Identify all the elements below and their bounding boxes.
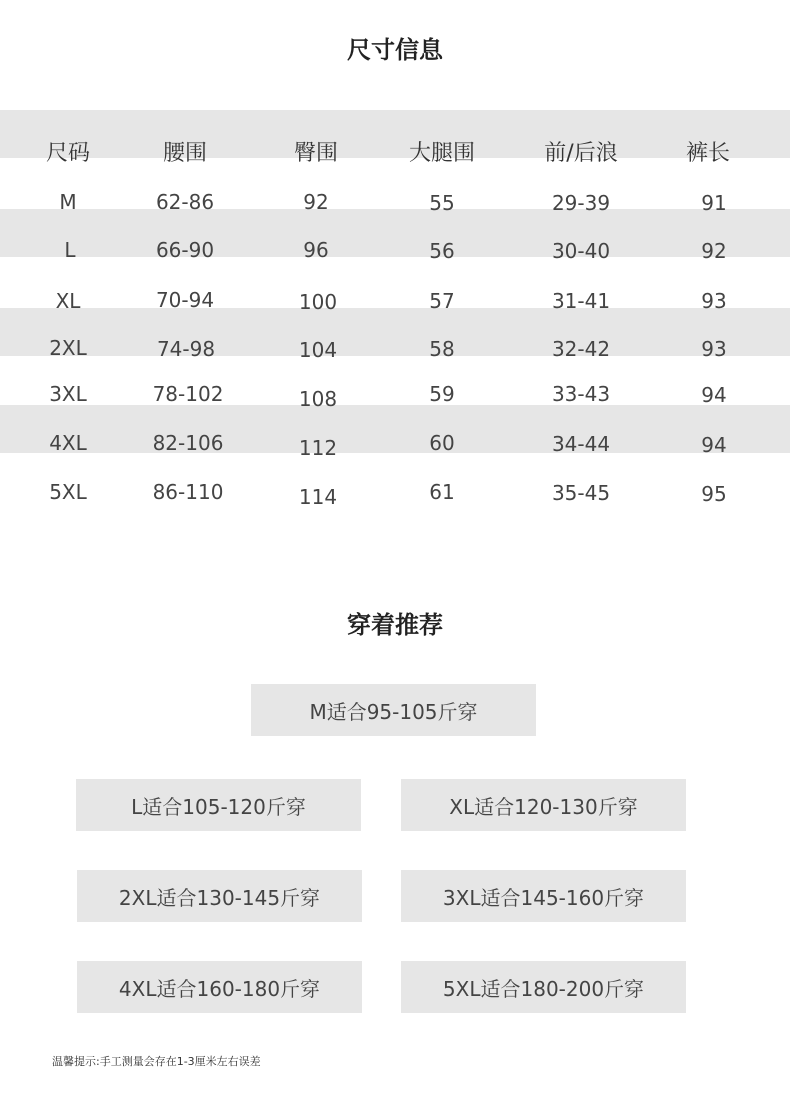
table-cell: 95: [701, 482, 727, 506]
table-cell: M: [59, 190, 77, 214]
measurement-note: 温馨提示:手工测量会存在1-3厘米左右误差: [52, 1055, 261, 1068]
table-cell: 86-110: [152, 480, 224, 504]
table-cell: 92: [303, 190, 329, 214]
table-cell: 66-90: [155, 238, 215, 262]
table-cell: 3XL: [49, 382, 87, 406]
table-cell: 94: [701, 383, 727, 407]
table-cell: 29-39: [551, 191, 611, 215]
table-cell: 56: [429, 239, 455, 263]
table-cell: 100: [298, 290, 338, 314]
table-cell: 96: [303, 238, 329, 262]
table-cell: 32-42: [551, 337, 611, 361]
table-cell: 59: [429, 382, 455, 406]
wear-recommendation-title: 穿着推荐: [347, 611, 443, 639]
table-header-size: 尺码: [45, 141, 90, 166]
table-cell: 55: [429, 191, 455, 215]
recommendation-item: L适合105-120斤穿: [76, 779, 361, 831]
table-cell: 74-98: [156, 337, 216, 361]
table-cell: 33-43: [551, 382, 611, 406]
recommendation-item: 4XL适合160-180斤穿: [77, 961, 362, 1013]
table-cell: 57: [429, 289, 455, 313]
table-cell: 78-102: [152, 382, 224, 406]
table-header-hip: 臀围: [293, 141, 338, 166]
table-cell: 62-86: [155, 190, 215, 214]
table-cell: 2XL: [49, 336, 87, 360]
table-cell: 5XL: [49, 480, 87, 504]
table-cell: 82-106: [152, 431, 224, 455]
table-cell: 112: [298, 436, 338, 460]
table-cell: 91: [701, 191, 727, 215]
table-cell: 70-94: [155, 288, 215, 312]
table-cell: 104: [298, 338, 338, 362]
table-header-thigh: 大腿围: [408, 141, 475, 166]
table-cell: 93: [701, 337, 727, 361]
table-cell: 58: [429, 337, 455, 361]
table-cell: 94: [701, 433, 727, 457]
table-cell: 31-41: [551, 289, 611, 313]
table-header-waist: 腰围: [162, 141, 207, 166]
table-cell: 35-45: [551, 481, 611, 505]
recommendation-item: XL适合120-130斤穿: [401, 779, 686, 831]
table-cell: 114: [298, 485, 338, 509]
table-cell: 92: [701, 239, 727, 263]
table-cell: L: [64, 238, 76, 262]
recommendation-item: 3XL适合145-160斤穿: [401, 870, 686, 922]
recommendation-item: 5XL适合180-200斤穿: [401, 961, 686, 1013]
recommendation-item: 2XL适合130-145斤穿: [77, 870, 362, 922]
table-header-length: 裤长: [685, 141, 730, 166]
recommendation-item: M适合95-105斤穿: [251, 684, 536, 736]
table-cell: 61: [429, 480, 455, 504]
table-cell: 30-40: [551, 239, 611, 263]
table-cell: 4XL: [49, 431, 87, 455]
table-cell: 93: [701, 289, 727, 313]
size-info-title: 尺寸信息: [347, 36, 443, 64]
table-cell: XL: [55, 289, 81, 313]
table-cell: 108: [298, 387, 338, 411]
table-cell: 34-44: [551, 432, 611, 456]
table-header-rise: 前/后浪: [544, 141, 618, 166]
table-cell: 60: [429, 431, 455, 455]
